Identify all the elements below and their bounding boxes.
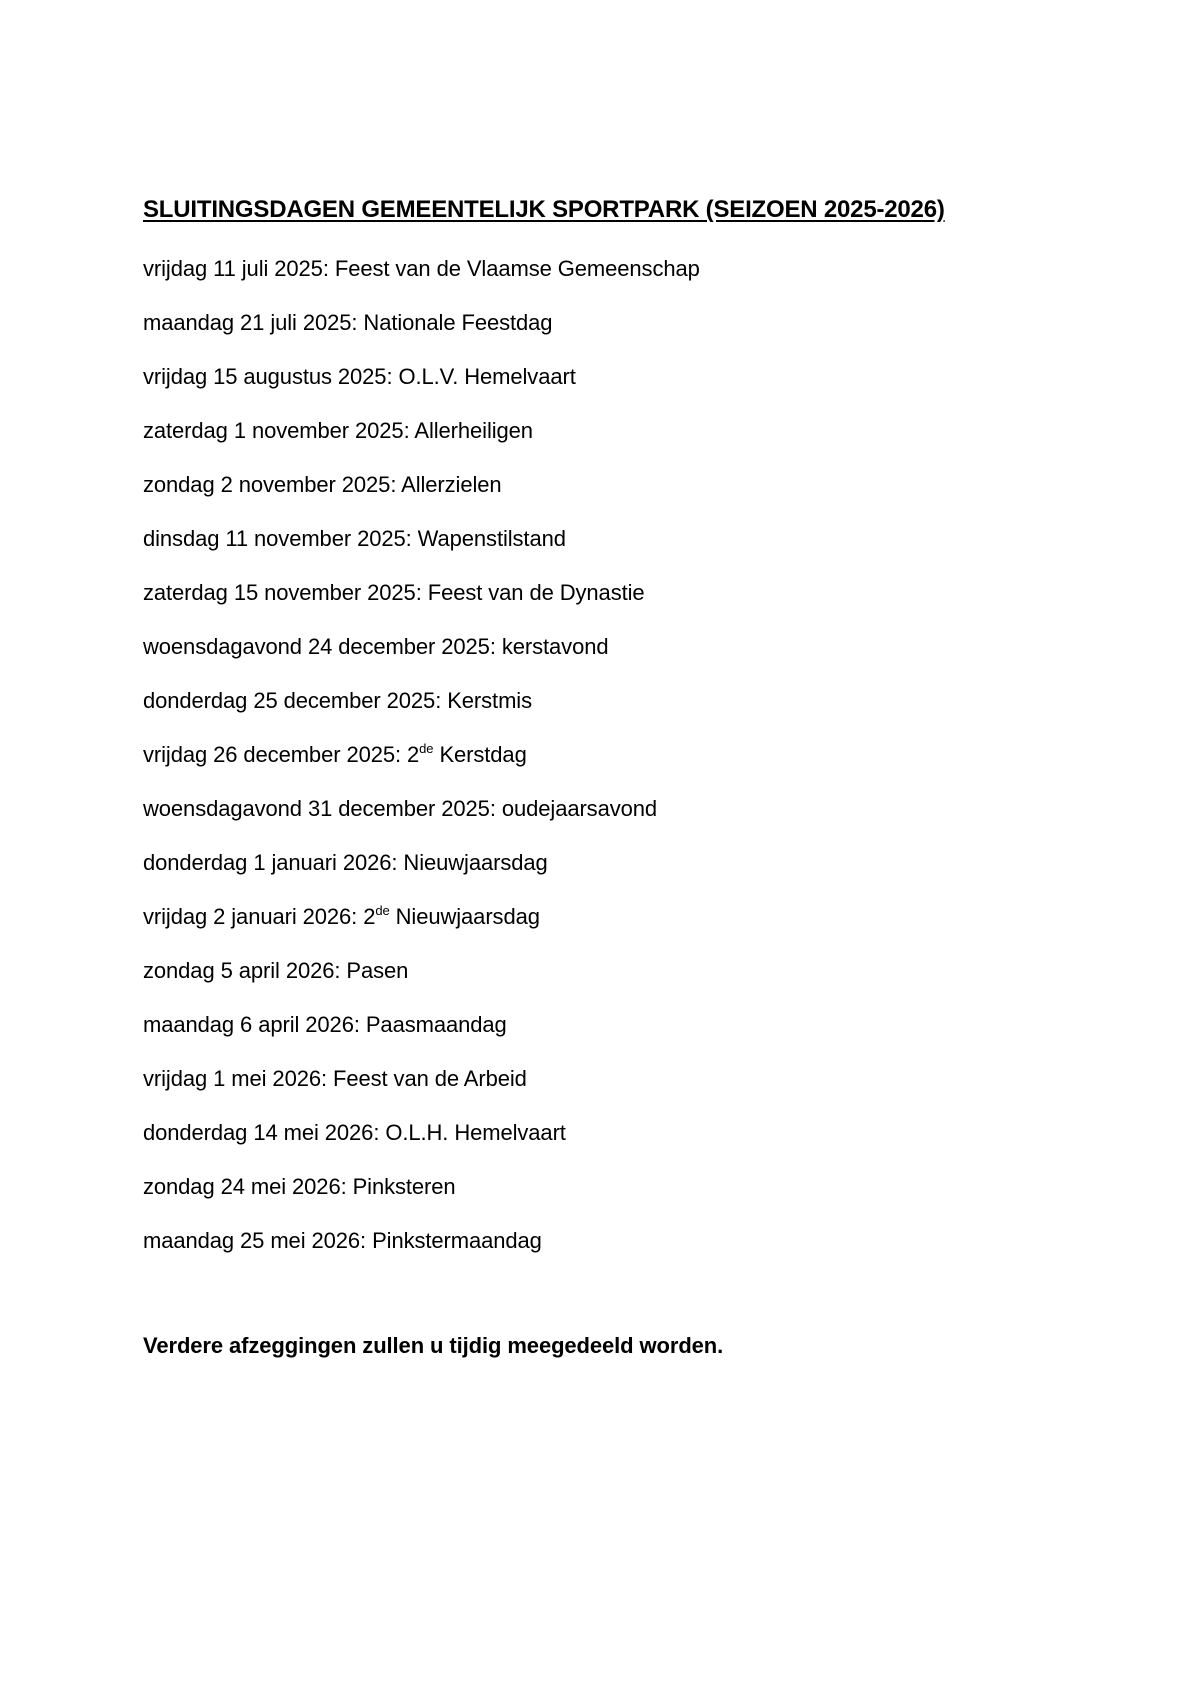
closing-day-event: Wapenstilstand [417, 526, 566, 551]
closing-day-event: Kerstmis [447, 688, 532, 713]
closing-days-list [143, 254, 700, 1280]
list-item: vrijdag 2 januari 2026: 2de Nieuwjaarsdag [143, 903, 540, 929]
closing-day-event: O.L.V. Hemelvaart [398, 364, 576, 389]
closing-day-event: oudejaarsavond [501, 796, 658, 821]
closing-day-event: Nieuwjaarsdag [403, 850, 548, 875]
list-item: woensdagavond 31 december 2025: oudejaarsavond [143, 796, 658, 821]
list-item: donderdag 14 mei 2026: O.L.H. Hemelvaart [143, 1120, 566, 1145]
list-item: zaterdag 1 november 2025: Allerheiligen [143, 418, 533, 443]
closing-day-date: vrijdag 1 mei 2026 [143, 1066, 321, 1091]
list-item: maandag 25 mei 2026: Pinkstermaandag [143, 1228, 542, 1253]
ordinal-suffix: de [419, 741, 434, 756]
list-item: zaterdag 15 november 2025: Feest van de Dynastie [143, 580, 645, 605]
list-item: vrijdag 11 juli 2025: Feest van de Vlaamse Gemeenschap [143, 256, 700, 281]
list-item: donderdag 1 januari 2026: Nieuwjaarsdag [143, 850, 548, 875]
list-item: dinsdag 11 november 2025: Wapenstilstand [143, 526, 566, 551]
closing-day-event: Allerheiligen [414, 418, 533, 443]
closing-day-date: zaterdag 15 november 2025 [143, 580, 416, 605]
list-item: vrijdag 26 december 2025: 2de Kerstdag [143, 741, 527, 767]
closing-day-event: Allerzielen [401, 472, 502, 497]
closing-day-date: zondag 24 mei 2026 [143, 1174, 341, 1199]
closing-day-event: Feest van de Arbeid [333, 1066, 527, 1091]
closing-day-date: woensdagavond 24 december 2025 [143, 634, 490, 659]
closing-day-event: Kerstdag [439, 742, 527, 767]
list-item: woensdagavond 24 december 2025: kerstavond [143, 634, 609, 659]
closing-day-date: vrijdag 26 december 2025 [143, 742, 395, 767]
closing-day-date: donderdag 25 december 2025 [143, 688, 436, 713]
closing-day-date: donderdag 14 mei 2026 [143, 1120, 374, 1145]
closing-day-date: zaterdag 1 november 2025 [143, 418, 404, 443]
closing-day-date: maandag 21 juli 2025 [143, 310, 352, 335]
closing-day-date: woensdagavond 31 december 2025 [143, 796, 490, 821]
list-item: maandag 21 juli 2025: Nationale Feestdag [143, 310, 553, 335]
closing-day-event: Nieuwjaarsdag [395, 904, 540, 929]
closing-day-event: Nationale Feestdag [363, 310, 553, 335]
closing-day-date: zondag 5 april 2026 [143, 958, 335, 983]
closing-day-date: vrijdag 2 januari 2026 [143, 904, 352, 929]
closing-day-date: vrijdag 11 juli 2025 [143, 256, 323, 281]
list-item: vrijdag 15 augustus 2025: O.L.V. Hemelvaart [143, 364, 576, 389]
closing-day-date: donderdag 1 januari 2026 [143, 850, 392, 875]
closing-day-event: O.L.H. Hemelvaart [385, 1120, 566, 1145]
list-item: donderdag 25 december 2025: Kerstmis [143, 688, 532, 713]
list-item: zondag 24 mei 2026: Pinksteren [143, 1174, 456, 1199]
closing-day-event: Feest van de Vlaamse Gemeenschap [334, 256, 700, 281]
closing-day-event: Pinksteren [352, 1174, 456, 1199]
closing-day-event: kerstavond [501, 634, 609, 659]
closing-day-date: zondag 2 november 2025 [143, 472, 391, 497]
footer-note: Verdere afzeggingen zullen u tijdig meegedeeld worden. [143, 1333, 724, 1358]
closing-day-event: Paasmaandag [365, 1012, 507, 1037]
closing-day-date: vrijdag 15 augustus 2025 [143, 364, 387, 389]
ordinal-suffix: de [375, 903, 390, 918]
closing-day-date: maandag 25 mei 2026 [143, 1228, 361, 1253]
list-item: maandag 6 april 2026: Paasmaandag [143, 1012, 507, 1037]
closing-day-event: Pasen [346, 958, 409, 983]
ordinal-number: 2 [407, 742, 420, 767]
list-item: zondag 5 april 2026: Pasen [143, 958, 409, 983]
document-title: SLUITINGSDAGEN GEMEENTELIJK SPORTPARK (SEIZOEN 2025-2026) [143, 196, 945, 223]
closing-day-event: Pinkstermaandag [372, 1228, 542, 1253]
closing-day-event: Feest van de Dynastie [427, 580, 645, 605]
list-item: zondag 2 november 2025: Allerzielen [143, 472, 502, 497]
closing-day-date: dinsdag 11 november 2025 [143, 526, 406, 551]
closing-day-date: maandag 6 april 2026 [143, 1012, 354, 1037]
list-item: vrijdag 1 mei 2026: Feest van de Arbeid [143, 1066, 527, 1091]
ordinal-number: 2 [363, 904, 376, 929]
